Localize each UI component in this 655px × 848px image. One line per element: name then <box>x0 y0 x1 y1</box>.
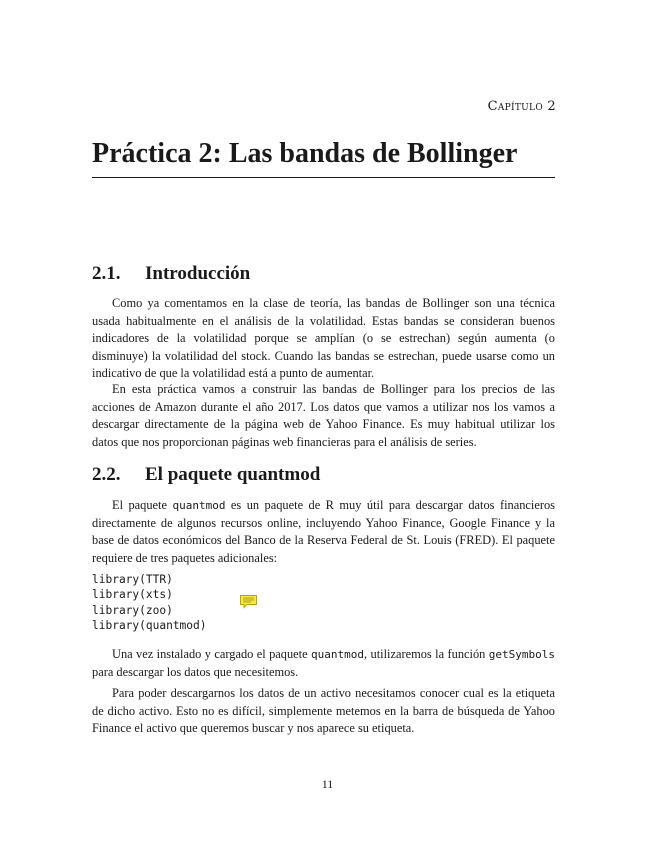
inline-code: getSymbols <box>488 648 555 661</box>
section-heading-introduccion <box>92 263 250 285</box>
code-line: library(zoo) <box>92 603 173 617</box>
code-line: library(quantmod) <box>92 619 207 633</box>
text-run: es un paquete de R muy útil para descargar datos financieros directamente de algunos recursos online, incluyendo Yahoo Finance, Google Finance y la base de datos económicos del Banco de la Reserva Federal de St. Louis (FRED). El paquete requiere de tres paquetes adicionales: <box>92 498 556 565</box>
inline-code: quantmod <box>172 499 226 512</box>
quantmod-paragraph-3: Para poder descargarnos los datos de un activo necesitamos conocer cual es la etiqueta de dicho activo. Esto no es difícil, simplemente metemos en la barra de búsqueda de Yahoo Finance el activo que queremos buscar y nos aparece su etiqueta. <box>92 686 555 736</box>
intro-paragraph-1: Como ya comentamos en la clase de teoría, las bandas de Bollinger son una técnica usada habitualmente en el análisis de la volatilidad. Estas bandas se consideran buenos indicadores de la volatilidad porque se amplían (o se estrechan) según aumenta (o disminuye) la volatilidad del stock. Cuando las bandas se estrechan, puede usarse como un indicativo de que la volatilidad está a punto de aumentar. <box>92 296 555 381</box>
section-number: 2.2. <box>92 464 121 485</box>
text-run: El paquete <box>112 498 173 512</box>
section-heading-quantmod <box>92 464 320 486</box>
intro-paragraph-2: En esta práctica vamos a construir las bandas de Bollinger para los precios de las acciones de Amazon durante el año 2017. Los datos que vamos a utilizar nos los vamos a descargar directamente de la página web de Yahoo Finance. Es muy habitual utilizar los datos que nos proporcionan páginas web financieras para el análisis de series. <box>92 382 555 449</box>
code-line: library(TTR) <box>92 573 173 586</box>
title-rule <box>92 177 555 178</box>
chapter-title: Práctica 2: Las bandas de Bollinger <box>92 138 518 169</box>
code-line: library(xts) <box>92 588 173 602</box>
quantmod-paragraph-1 <box>92 497 555 567</box>
inline-code: quantmod <box>311 648 365 661</box>
text-run: para descargar los datos que necesitemos. <box>92 664 299 679</box>
code-block <box>92 572 207 634</box>
page-number: 11 <box>321 777 334 791</box>
text-run: , utilizaremos la función <box>364 647 489 661</box>
section-title: El paquete quantmod <box>145 464 321 485</box>
text-run: Una vez instalado y cargado el paquete <box>112 647 312 661</box>
comment-note-icon[interactable] <box>239 594 258 609</box>
quantmod-paragraph-2 <box>92 646 555 681</box>
section-number: 2.1. <box>92 263 121 284</box>
section-title: Introducción <box>145 263 251 284</box>
chapter-label: Capítulo 2 <box>487 99 556 114</box>
